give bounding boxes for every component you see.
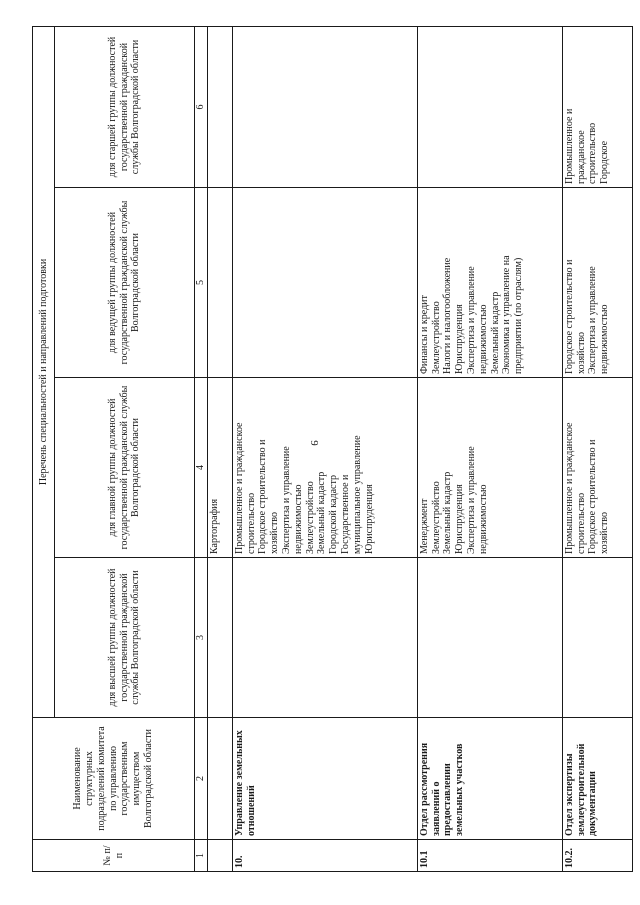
list-item: Экспертиза и управление bbox=[280, 446, 292, 554]
list-item: Государственное и bbox=[339, 474, 351, 554]
list-item: Экспертиза и управление bbox=[465, 446, 477, 554]
list-item: гражданское bbox=[575, 130, 587, 184]
list-item: Промышленное и bbox=[563, 108, 575, 184]
list-item: строительство bbox=[245, 492, 257, 554]
row-col4-list bbox=[232, 378, 417, 558]
row-col4-list bbox=[417, 378, 562, 558]
list-item: предприятии (по отраслям) bbox=[513, 257, 525, 374]
list-item: хозяйство bbox=[599, 512, 611, 554]
list-item: Юриспруденция bbox=[454, 304, 466, 374]
page-number: 9 bbox=[307, 440, 320, 446]
header-group-title: Перечень специальностей и направлений подготовки bbox=[33, 26, 55, 717]
list-item: строительство bbox=[587, 122, 599, 184]
row-col5 bbox=[232, 188, 417, 378]
list-item: Юриспруденция bbox=[363, 484, 375, 554]
row-col3 bbox=[562, 558, 632, 718]
list-item: Земельный кадастр bbox=[489, 291, 501, 374]
carry-over-row bbox=[207, 26, 232, 871]
column-number-row bbox=[195, 26, 208, 871]
list-item: Менеджмент bbox=[418, 498, 430, 554]
header-col5: для ведущей группы должностей государственной гражданской службы Волгоградской области bbox=[55, 188, 195, 378]
list-item: Городское bbox=[599, 140, 611, 184]
list-item: хозяйство bbox=[575, 332, 587, 374]
list-item: Земельный кадастр bbox=[316, 471, 328, 554]
table-row bbox=[232, 26, 417, 871]
list-item: Земельный кадастр bbox=[442, 471, 454, 554]
list-item: недвижимостью bbox=[477, 484, 489, 554]
row-col5-list bbox=[562, 188, 632, 378]
list-item: Юриспруденция bbox=[454, 484, 466, 554]
col-number-3: 3 bbox=[195, 558, 208, 718]
list-item: недвижимостью bbox=[477, 304, 489, 374]
row-num: 10.1 bbox=[417, 840, 562, 872]
list-item: недвижимостью bbox=[599, 304, 611, 374]
col-number-5: 5 bbox=[195, 188, 208, 378]
list-item: муниципальное управление bbox=[351, 435, 363, 554]
row-col6 bbox=[417, 26, 562, 187]
list-item: хозяйство bbox=[269, 512, 281, 554]
header-col3: для высшей группы должностей государственной гражданской службы Волгоградской области bbox=[55, 558, 195, 718]
table-row bbox=[562, 26, 632, 871]
row-col4-list bbox=[562, 378, 632, 558]
list-item: Городское строительство и bbox=[257, 439, 269, 554]
rotated-table-wrapper bbox=[32, 27, 617, 872]
list-item: Экономика и управление на bbox=[501, 255, 513, 374]
row-department-name: Управление земельных отношений bbox=[232, 718, 417, 840]
header-num: № п/п bbox=[33, 840, 195, 872]
list-item: Промышленное и гражданское bbox=[233, 422, 245, 554]
row-col3 bbox=[232, 558, 417, 718]
specialties-table bbox=[32, 26, 633, 872]
list-item: недвижимостью bbox=[292, 484, 304, 554]
list-item: Городское строительство и bbox=[563, 259, 575, 374]
list-item: Землеустройство bbox=[430, 301, 442, 374]
col-number-1: 1 bbox=[195, 840, 208, 872]
col-number-4: 4 bbox=[195, 378, 208, 558]
row-col6-list bbox=[562, 26, 632, 187]
row-department-name: Отдел экспертизы землеустроительной документации bbox=[562, 718, 632, 840]
list-item: Землеустройство bbox=[430, 481, 442, 554]
col-number-2: 2 bbox=[195, 718, 208, 840]
list-item: Землеустройство bbox=[304, 481, 316, 554]
list-item: Городское строительство и bbox=[587, 439, 599, 554]
header-department-name: Наименование структурных подразделений комитета по управлению государственным имуществом Волгоградской области bbox=[33, 718, 195, 840]
row-col6 bbox=[232, 26, 417, 187]
table-row bbox=[417, 26, 562, 871]
list-item: Промышленное и гражданское bbox=[563, 422, 575, 554]
list-item: Финансы и кредит bbox=[418, 295, 430, 374]
carry-over-col4: Картография bbox=[207, 378, 232, 558]
list-item: Городской кадастр bbox=[328, 475, 340, 554]
list-item: строительство bbox=[575, 492, 587, 554]
header-col4: для главной группы должностей государственной гражданской службы Волгоградской области bbox=[55, 378, 195, 558]
list-item: Экспертиза и управление bbox=[587, 266, 599, 374]
header-col6: для старшей группы должностей государственной гражданской службы Волгоградской области bbox=[55, 26, 195, 187]
row-num: 10.2. bbox=[562, 840, 632, 872]
row-num: 10. bbox=[232, 840, 417, 872]
list-item: Налоги и налогообложение bbox=[442, 257, 454, 374]
row-col5-list bbox=[417, 188, 562, 378]
list-item: Экспертиза и управление bbox=[465, 266, 477, 374]
row-col3 bbox=[417, 558, 562, 718]
col-number-6: 6 bbox=[195, 26, 208, 187]
row-department-name: Отдел рассмотрения заявлений о предоставлении земельных участков bbox=[417, 718, 562, 840]
